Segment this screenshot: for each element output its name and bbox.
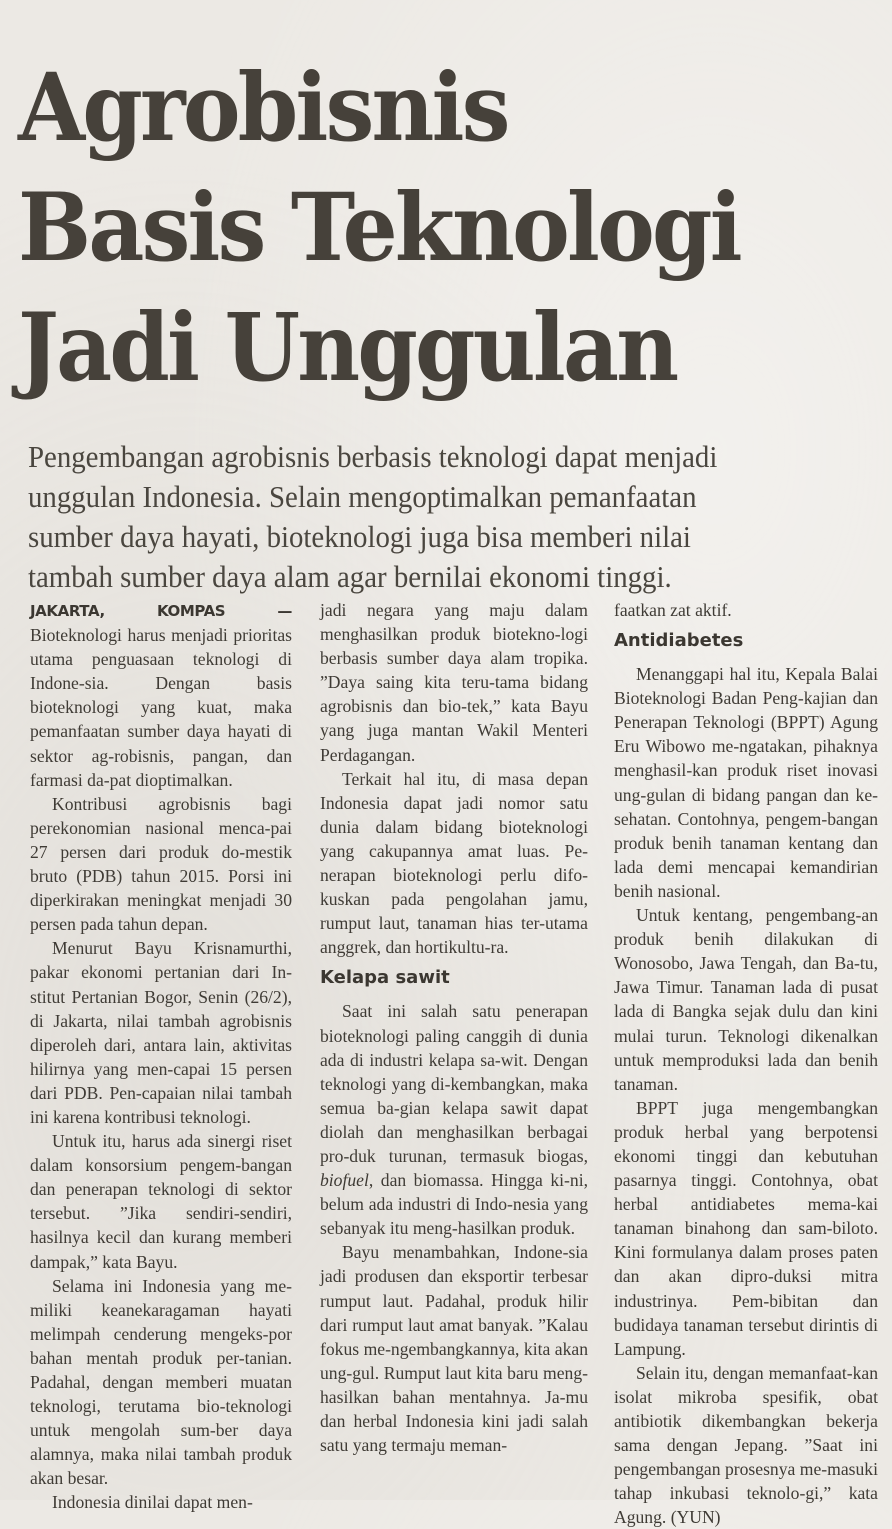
body-paragraph: Bayu menambahkan, Indone-sia jadi produsen dan eksportir terbesar rumput laut. Padahal, produk hilir dari rumput laut amat banyak. ”Kalau fokus me-ngembangkannya, kita akan ung-gul. Rumput laut kita baru meng-hasilkan bahan mentahnya. Ja-mu dan herbal Indonesia kini jadi salah satu yang termaju meman-: [320, 1242, 588, 1456]
lead-paragraph: [28, 437, 819, 597]
column-1: [30, 598, 292, 1515]
headline: [18, 48, 809, 408]
body-paragraph: Selama ini Indonesia yang me-miliki keanekaragaman hayati melimpah cenderung mengeks-por bahan mentah produk per-tanian. Padahal, dengan memberi muatan teknologi, terutama bio-teknologi untuk mengolah sum-ber daya alamnya, maka nilai tambah produk akan besar.: [30, 1275, 292, 1489]
body-paragraph: Untuk itu, harus ada sinergi riset dalam konsorsium pengem-bangan dan penerapan teknologi di sektor tersebut. ”Jika sendiri-sendiri, hasilnya kecil dan kurang memberi dampak,” kata Bayu.: [30, 1131, 292, 1272]
body-paragraph: Saat ini salah satu penerapan bioteknologi paling canggih di dunia ada di industri kelapa sa-wit. Dengan teknologi yang di-kembangkan, maka semua ba-gian kelapa sawit dapat diolah dan menghasilkan berbagai pro-duk turunan, termasuk biogas, biofuel, dan biomassa. Hingga ki-ni, belum ada industri di Indo-nesia yang sebanyak itu meng-hasilkan produk.: [320, 1001, 588, 1239]
body-paragraph: Menanggapi hal itu, Kepala Balai Bioteknologi Badan Peng-kajian dan Penerapan Teknologi (BPPT) Agung Eru Wibowo me-ngatakan, pihaknya menghasil-kan produk riset inovasi ung-gulan di bidang pangan dan ke-sehatan. Contohnya, pengem-bangan produk benih tanaman kentang dan lada demi mencapai kemandirian benih nasional.: [614, 664, 878, 901]
lead-line-3: sumber daya hayati, bioteknologi juga bisa memberi nilai: [28, 519, 691, 554]
body-paragraph: Terkait hal itu, di masa depan Indonesia dapat jadi nomor satu dunia dalam bidang bioteknologi yang cakupannya amat luas. Pe-nerapan bioteknologi perlu difo-kuskan pada pengolahan jamu, rumput laut, tanaman hias ter-utama anggrek, dan hortikultu-ra.: [320, 768, 588, 958]
headline-line-2: Basis Teknologi: [18, 173, 740, 283]
lead-line-4: tambah sumber daya alam agar bernilai ekonomi tinggi.: [28, 559, 672, 594]
body-paragraph: faatkan zat aktif.: [614, 600, 732, 620]
body-paragraph: JAKARTA, KOMPAS — Bioteknologi harus menjadi prioritas utama penguasaan teknologi di Indone-sia. Dengan basis bioteknologi yang kuat, maka pemanfaatan sumber daya hayati di sektor ag-robisnis, pangan, dan farmasi da-pat dioptimalkan.: [30, 602, 292, 790]
headline-line-1: Agrobisnis: [18, 53, 508, 163]
body-paragraph: Indonesia dinilai dapat men-: [52, 1492, 253, 1513]
lead-line-2: unggulan Indonesia. Selain mengoptimalkan pemanfaatan: [28, 479, 697, 514]
headline-line-3: Jadi Unggulan: [18, 293, 677, 403]
body-paragraph: Selain itu, dengan memanfaat-kan isolat mikroba spesifik, obat antibiotik dikembangkan bekerja sama dengan Jepang. ”Saat ini pengembangan prosesnya me-masuki tahap inkubasi teknolo-gi,” kata Agung. (YUN): [614, 1362, 878, 1528]
body-paragraph: Untuk kentang, pengembang-an produk benih dilakukan di Wonosobo, Jawa Tengah, dan Ba-tu, Jawa Timur. Tanaman lada di pusat lada di Bangka sejak dulu dan kini mulai turun. Teknologi dikenalkan untuk memproduksi lada dan benih tanaman.: [614, 905, 878, 1094]
body-paragraph: BPPT juga mengembangkan produk herbal yang berpotensi ekonomi tinggi dan kebutuhan pasarnya tinggi. Contohnya, obat herbal antidiabetes mema-kai tanaman binahong dan sam-biloto. Kini formulanya dalam proses paten dan akan dipro-duksi mitra industrinya. Pem-bibitan dan budidaya tanaman tersebut dirintis di Lampung.: [614, 1097, 878, 1359]
body-paragraph: jadi negara yang maju dalam menghasilkan produk biotekno-logi berbasis sumber daya alam tropika. ”Daya saing kita teru-tama bidang agrobisnis dan bio-tek,” kata Bayu yang juga mantan Wakil Menteri Perdagangan.: [320, 600, 588, 765]
column-3: [614, 598, 878, 1529]
dateline: JAKARTA, KOMPAS —: [30, 602, 292, 620]
subhead-antidiabetes: Antidiabetes: [614, 630, 744, 652]
lead-line-1: Pengembangan agrobisnis berbasis teknologi dapat menjadi: [28, 439, 718, 474]
body-paragraph: Menurut Bayu Krisnamurthi, pakar ekonomi pertanian dari In-stitut Pertanian Bogor, Senin (26/2), di Jakarta, nilai tambah agrobisnis diperoleh dari, antara lain, aktivitas hilirnya yang men-capai 15 persen dari PDB. Pen-capaian nilai tambah ini karena kontribusi teknologi.: [30, 938, 292, 1127]
italic-term: biofuel: [320, 1170, 369, 1191]
body-paragraph: Kontribusi agrobisnis bagi perekonomian nasional menca-pai 27 persen dari produk do-mestik bruto (PDB) tahun 2015. Porsi ini diperkirakan meningkat menjadi 30 persen pada tahun depan.: [30, 793, 292, 935]
column-2: [320, 598, 588, 1457]
subhead-kelapa-sawit: Kelapa sawit: [320, 967, 450, 989]
